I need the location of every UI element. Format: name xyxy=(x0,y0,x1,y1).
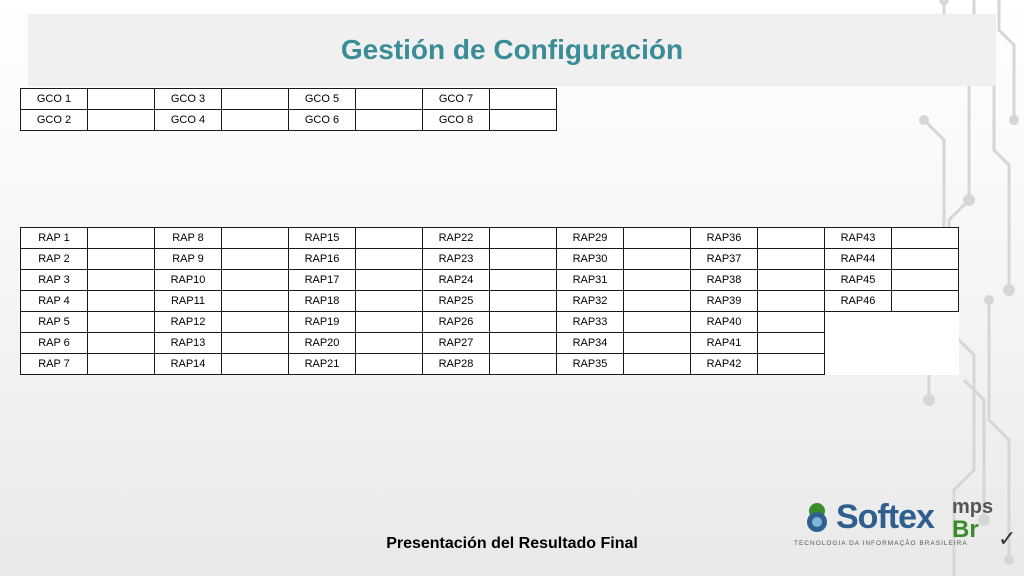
logo-mps: mps xyxy=(952,496,994,518)
item-label-cell: RAP27 xyxy=(423,333,490,354)
item-value-cell xyxy=(88,291,155,312)
item-label-cell: RAP26 xyxy=(423,312,490,333)
item-value-cell xyxy=(624,291,691,312)
item-value-cell xyxy=(758,333,825,354)
item-label-cell: RAP32 xyxy=(557,291,624,312)
item-value-cell xyxy=(758,228,825,249)
item-label-cell: GCO 1 xyxy=(21,89,88,110)
item-value-cell xyxy=(892,249,959,270)
item-label-cell: RAP 1 xyxy=(21,228,88,249)
item-label-cell: RAP24 xyxy=(423,270,490,291)
item-value-cell xyxy=(88,249,155,270)
item-value-cell xyxy=(222,89,289,110)
empty-cell xyxy=(825,354,892,375)
item-value-cell xyxy=(88,110,155,131)
item-value-cell xyxy=(490,228,557,249)
item-value-cell xyxy=(624,333,691,354)
item-value-cell xyxy=(624,270,691,291)
item-label-cell: RAP 9 xyxy=(155,249,222,270)
item-label-cell: RAP 6 xyxy=(21,333,88,354)
item-value-cell xyxy=(356,333,423,354)
item-label-cell: RAP15 xyxy=(289,228,356,249)
item-value-cell xyxy=(490,312,557,333)
item-label-cell: RAP40 xyxy=(691,312,758,333)
logo-wordmark: Softex xyxy=(836,498,934,536)
item-value-cell xyxy=(88,354,155,375)
item-label-cell: RAP29 xyxy=(557,228,624,249)
item-label-cell: RAP16 xyxy=(289,249,356,270)
item-label-cell: RAP 8 xyxy=(155,228,222,249)
item-value-cell xyxy=(222,270,289,291)
empty-cell xyxy=(892,333,959,354)
item-value-cell xyxy=(356,228,423,249)
gco-table-row xyxy=(21,89,557,110)
rap-table-row xyxy=(21,312,959,333)
item-label-cell: RAP25 xyxy=(423,291,490,312)
item-label-cell: RAP41 xyxy=(691,333,758,354)
item-value-cell xyxy=(222,333,289,354)
item-label-cell: RAP22 xyxy=(423,228,490,249)
rap-table xyxy=(20,227,959,375)
item-label-cell: GCO 2 xyxy=(21,110,88,131)
item-label-cell: RAP39 xyxy=(691,291,758,312)
item-label-cell: RAP34 xyxy=(557,333,624,354)
item-value-cell xyxy=(758,249,825,270)
checkmark-icon: ✓ xyxy=(998,526,1017,551)
item-label-cell: RAP 4 xyxy=(21,291,88,312)
item-value-cell xyxy=(758,291,825,312)
item-value-cell xyxy=(88,270,155,291)
item-value-cell xyxy=(222,291,289,312)
empty-cell xyxy=(825,312,892,333)
page-title: Gestión de Configuración xyxy=(340,34,684,65)
item-value-cell xyxy=(490,249,557,270)
item-label-cell: RAP 2 xyxy=(21,249,88,270)
item-label-cell: RAP38 xyxy=(691,270,758,291)
item-label-cell: RAP45 xyxy=(825,270,892,291)
item-value-cell xyxy=(356,291,423,312)
item-label-cell: GCO 3 xyxy=(155,89,222,110)
item-value-cell xyxy=(222,110,289,131)
item-label-cell: RAP 7 xyxy=(21,354,88,375)
item-label-cell: RAP43 xyxy=(825,228,892,249)
item-label-cell: RAP23 xyxy=(423,249,490,270)
item-value-cell xyxy=(490,333,557,354)
logo-br: Br xyxy=(952,516,979,543)
item-value-cell xyxy=(624,354,691,375)
item-value-cell xyxy=(624,249,691,270)
item-label-cell: RAP17 xyxy=(289,270,356,291)
softex-mpsbr-logo xyxy=(794,498,1020,558)
item-value-cell xyxy=(356,249,423,270)
item-value-cell xyxy=(356,312,423,333)
item-label-cell: RAP42 xyxy=(691,354,758,375)
item-label-cell: RAP 5 xyxy=(21,312,88,333)
item-label-cell: GCO 7 xyxy=(423,89,490,110)
item-value-cell xyxy=(490,270,557,291)
item-value-cell xyxy=(356,270,423,291)
item-value-cell xyxy=(222,249,289,270)
item-label-cell: RAP44 xyxy=(825,249,892,270)
item-label-cell: RAP30 xyxy=(557,249,624,270)
logo-tagline: TECNOLOGIA DA INFORMAÇÃO BRASILEIRA xyxy=(794,540,968,547)
item-value-cell xyxy=(490,89,557,110)
item-label-cell: RAP20 xyxy=(289,333,356,354)
gco-table xyxy=(20,88,557,131)
empty-cell xyxy=(825,333,892,354)
item-value-cell xyxy=(88,89,155,110)
item-value-cell xyxy=(222,228,289,249)
item-label-cell: GCO 4 xyxy=(155,110,222,131)
item-label-cell: RAP28 xyxy=(423,354,490,375)
item-label-cell: RAP12 xyxy=(155,312,222,333)
rap-table-row xyxy=(21,228,959,249)
title-bar xyxy=(28,14,996,86)
item-label-cell: RAP37 xyxy=(691,249,758,270)
item-label-cell: RAP36 xyxy=(691,228,758,249)
item-value-cell xyxy=(222,312,289,333)
rap-table-row xyxy=(21,333,959,354)
item-value-cell xyxy=(624,312,691,333)
item-value-cell xyxy=(88,228,155,249)
rap-table-row xyxy=(21,291,959,312)
item-value-cell xyxy=(490,110,557,131)
item-label-cell: RAP19 xyxy=(289,312,356,333)
item-label-cell: RAP10 xyxy=(155,270,222,291)
item-value-cell xyxy=(490,291,557,312)
item-label-cell: RAP 3 xyxy=(21,270,88,291)
empty-cell xyxy=(892,354,959,375)
empty-cell xyxy=(892,312,959,333)
item-label-cell: GCO 5 xyxy=(289,89,356,110)
item-label-cell: RAP11 xyxy=(155,291,222,312)
item-value-cell xyxy=(758,270,825,291)
gco-table-row xyxy=(21,110,557,131)
item-label-cell: GCO 6 xyxy=(289,110,356,131)
item-value-cell xyxy=(88,312,155,333)
item-value-cell xyxy=(356,354,423,375)
item-label-cell: RAP14 xyxy=(155,354,222,375)
item-label-cell: RAP35 xyxy=(557,354,624,375)
footer-caption: Presentación del Resultado Final xyxy=(386,535,638,552)
item-value-cell xyxy=(88,333,155,354)
item-label-cell: RAP21 xyxy=(289,354,356,375)
item-value-cell xyxy=(892,270,959,291)
item-label-cell: RAP33 xyxy=(557,312,624,333)
rap-table-row xyxy=(21,249,959,270)
softex-logo-mark-icon xyxy=(804,502,830,534)
item-value-cell xyxy=(490,354,557,375)
item-value-cell xyxy=(356,110,423,131)
item-value-cell xyxy=(758,312,825,333)
item-value-cell xyxy=(892,228,959,249)
item-value-cell xyxy=(356,89,423,110)
item-label-cell: RAP31 xyxy=(557,270,624,291)
item-value-cell xyxy=(758,354,825,375)
item-label-cell: GCO 8 xyxy=(423,110,490,131)
item-value-cell xyxy=(222,354,289,375)
item-label-cell: RAP18 xyxy=(289,291,356,312)
item-label-cell: RAP46 xyxy=(825,291,892,312)
item-value-cell xyxy=(624,228,691,249)
rap-table-row xyxy=(21,354,959,375)
item-value-cell xyxy=(892,291,959,312)
item-label-cell: RAP13 xyxy=(155,333,222,354)
rap-table-row xyxy=(21,270,959,291)
